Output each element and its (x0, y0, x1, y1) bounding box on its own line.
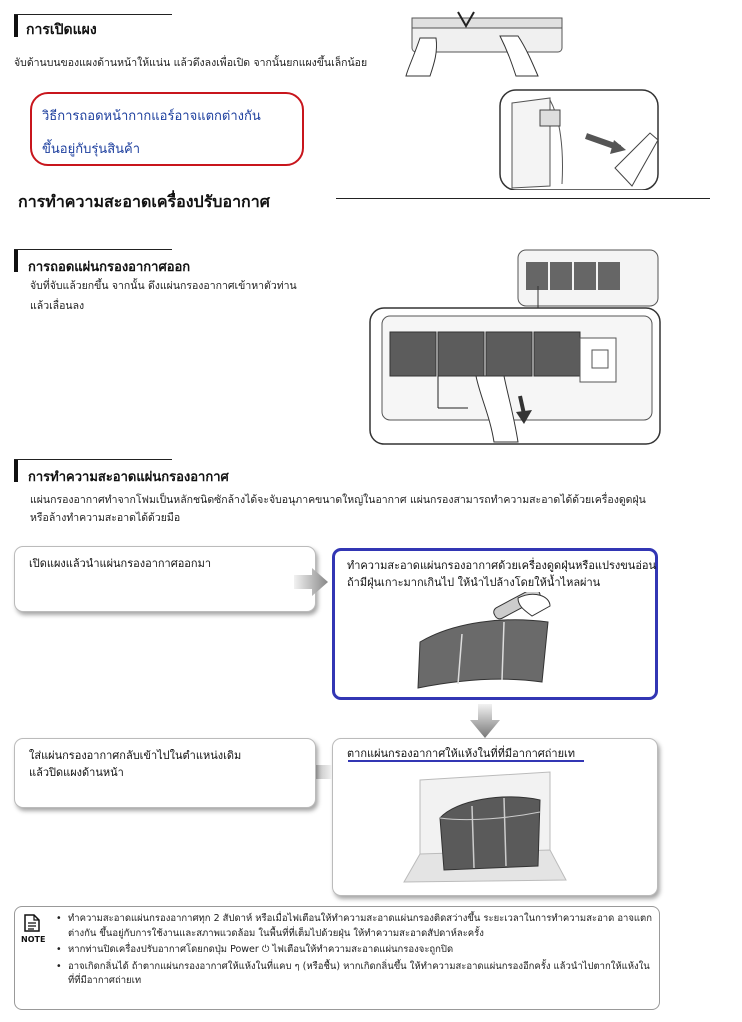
model-warning-line1: วิธีการถอดหน้ากากแอร์อาจแตกต่างกัน (42, 109, 261, 124)
section-rule-open-panel (14, 14, 172, 15)
step1-text: เปิดแผงแล้วนำแผ่นกรองอากาศออกมา (29, 557, 211, 570)
arrow-down-icon (470, 704, 500, 738)
clean-filter-text-line1: แผ่นกรองอากาศทำจากโฟมเป็นหลักชนิดซักล้างได้จะจับอนุภาคขนาดใหญ่ในอากาศ แผ่นกรองสามารถทำความสะอาดได้ด้วยเครื่องดูดฝุ่น (30, 494, 646, 506)
step-reinstall-filter-card (14, 738, 316, 808)
remove-filter-illustration (368, 246, 664, 446)
step4-text-line1: ใส่แผ่นกรองอากาศกลับเข้าไปในตำแหน่งเดิม (29, 749, 242, 762)
section-title-remove-filter: การถอดแผ่นกรองอากาศออก (28, 260, 191, 275)
step3-text: ตากแผ่นกรองอากาศให้แห้งในที่ที่มีอากาศถ่ายเท (347, 747, 576, 760)
step2-text-line1: ทำความสะอาดแผ่นกรองอากาศด้วยเครื่องดูดฝุ่นหรือแปรงขนอ่อน (347, 559, 657, 572)
section-bar-clean-filter (14, 460, 18, 482)
remove-filter-text-line2: แล้วเลื่อนลง (30, 300, 85, 312)
page-title: การทำความสะอาดเครื่องปรับอากาศ (18, 192, 270, 211)
note-icon (24, 914, 40, 932)
step-remove-filter-card (14, 546, 316, 612)
section-title-clean-filter: การทำความสะอาดแผ่นกรองอากาศ (28, 470, 229, 485)
note-item: • ทำความสะอาดแผ่นกรองอากาศทุก 2 สัปดาห์ หรือเมื่อไฟเตือนให้ทำความสะอาดแผ่นกรองติดสว่างขึ้น ระยะเวลาในการทำความสะอาด อาจแตกต่างกัน ขึ้นอยู่กับการใช้งานและสภาพแวดล้อม ในพื้นที่ที่เต็มไปด้วยฝุ่น ให้ทำความสะอาดสัปดาห์ละครั้ง (56, 912, 656, 941)
remove-filter-text-line1: จับที่จับแล้วยกขึ้น จากนั้น ดึงแผ่นกรองอากาศเข้าหาตัวท่าน (30, 280, 297, 292)
section-title-open-panel: การเปิดแผง (26, 22, 97, 38)
model-warning-line2: ขึ้นอยู่กับรุ่นสินค้า (42, 142, 141, 157)
section-bar-open-panel (14, 15, 18, 37)
step4-text-line2: แล้วปิดแผงด้านหน้า (29, 766, 124, 779)
model-warning-box (30, 92, 304, 166)
note-list (56, 912, 656, 991)
vacuum-filter-illustration (414, 592, 554, 690)
section-rule-remove-filter (14, 249, 172, 250)
section-rule-clean-filter (14, 459, 172, 460)
title-rule (336, 198, 710, 199)
note-label: NOTE (21, 935, 46, 944)
step2-text-line2: ถ้ามีฝุ่นเกาะมากเกินไป ให้นำไปล้างโดยให้น้ำไหลผ่าน (347, 576, 601, 589)
open-panel-text: จับด้านบนของแผงด้านหน้าให้แน่น แล้วดึงลงเพื่อเปิด จากนั้นยกแผงขึ้นเล็กน้อย (14, 57, 368, 69)
open-panel-illustration (400, 8, 730, 190)
note-item: • หากท่านปิดเครื่องปรับอากาศโดยกดปุ่ม Power ⏻ ไฟเตือนให้ทำความสะอาดแผ่นกรองจะถูกปิด (56, 943, 656, 958)
dry-filter-illustration (400, 770, 570, 888)
section-bar-remove-filter (14, 250, 18, 272)
arrow-right-icon (294, 568, 328, 596)
clean-filter-text-line2: หรือล้างทำความสะอาดได้ด้วยมือ (30, 512, 181, 524)
step3-underline (348, 760, 584, 762)
note-item: • อาจเกิดกลิ่นได้ ถ้าตากแผ่นกรองอากาศให้แห้งในที่แคบ ๆ (หรือชื้น) หากเกิดกลิ่นขึ้น ให้ทำความสะอาดแผ่นกรองอีกครั้ง แล้วนำไปตากให้แห้งในที่ที่มีอากาศถ่ายเท (56, 960, 656, 989)
